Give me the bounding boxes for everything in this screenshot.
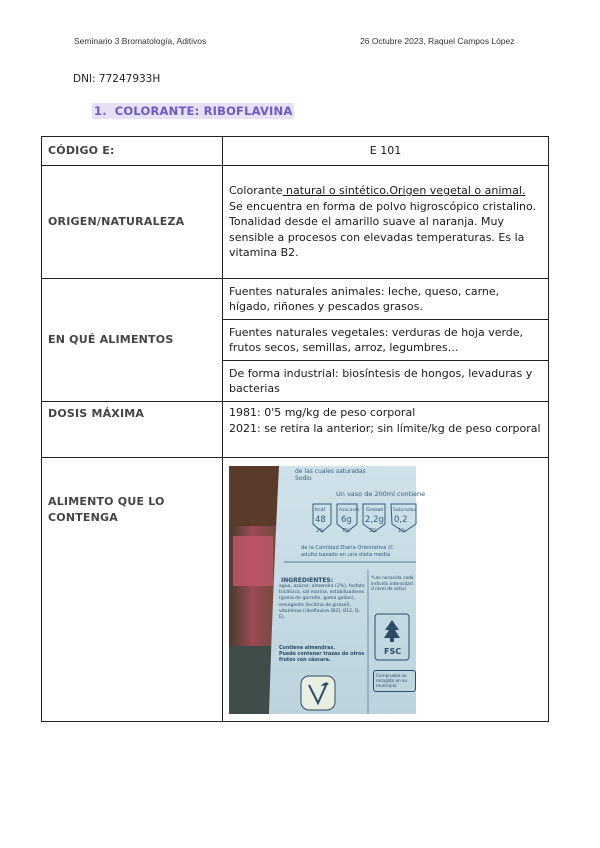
dose-2021: 2021: se retira la anterior; sin límite/kg de peso corporal xyxy=(229,421,541,435)
dose-cell xyxy=(223,402,549,458)
row-origin xyxy=(42,166,549,279)
dni-line: DNI: 77247933H xyxy=(73,73,161,85)
header-left: Seminario 3 Bromatología, Aditivos xyxy=(74,36,207,46)
vegan-logo-icon xyxy=(301,676,335,710)
photo-cdo-1: de la Cantidad Diaria Orientativa (C xyxy=(301,544,394,551)
foods-vegetal: Fuentes naturales vegetales: verduras de hoja verde, frutos secos, semillas, arroz, legumbres… xyxy=(223,320,549,361)
foods-animal: Fuentes naturales animales: leche, queso, carne, hígado, riñones y pescados grasos. xyxy=(223,279,549,320)
photo-side-note: *Las necesida cada individu intensidad d nivel de activi xyxy=(371,575,414,592)
additive-table xyxy=(41,136,549,722)
foods-label: EN QUÉ ALIMENTOS xyxy=(42,279,223,402)
origin-underlined: natural o sintético.Origen vegetal o animal. xyxy=(282,184,526,198)
photo-allergy-1: Contiene almendras. xyxy=(279,645,336,651)
n3-pct: 1% xyxy=(398,527,406,534)
origin-cell xyxy=(223,166,549,279)
origin-prefix: Colorante xyxy=(229,184,283,198)
origin-label: ORIGEN/NATURALEZA xyxy=(42,166,223,279)
row-food-example xyxy=(42,458,549,722)
photo-ingredients-text: agua, azúcar, almendra (2%), fosfato tricálcico, sal marina, estabilizadores (goma de garrofín, goma gellan), emulgente (lecitina de girasol), vitaminas (riboflavina [B2], B12, D, E). xyxy=(279,583,365,620)
photo-portion: Un vaso de 200ml contiene xyxy=(336,489,426,498)
product-photo-svg xyxy=(229,466,426,714)
fsc-label: FSC xyxy=(384,646,402,656)
n1-name: Azúcares xyxy=(339,507,360,513)
n0-name: kcal xyxy=(315,506,326,513)
n2-name: Grasas xyxy=(366,506,384,513)
code-label: CÓDIGO E: xyxy=(42,137,223,166)
n0-pct: 2% xyxy=(316,527,324,534)
section-title-text: COLORANTE: RIBOFLAVINA xyxy=(114,104,293,118)
origin-text: Se encuentra en forma de polvo higroscópico cristalino. Tonalidad desde el amarillo suave al naranja. Muy sensible a procesos con elevadas temperaturas. Es la vitamina B2. xyxy=(229,199,537,260)
header-right: 26 Octubre 2023, Raquel Campos López xyxy=(360,36,515,46)
n2-value: 2,2g xyxy=(365,514,384,525)
code-value: E 101 xyxy=(223,137,549,166)
dose-1981: 1981: 0'5 mg/kg de peso corporal xyxy=(229,406,416,419)
photo-allergy-2: Puede contener trazas de otros frutos con cáscara. xyxy=(279,651,365,663)
photo-top-line: de las cuales saturadas xyxy=(295,467,366,475)
row-dose xyxy=(42,402,549,458)
photo-ingredients-title: INGREDIENTES: xyxy=(281,576,334,584)
n1-pct: 7% xyxy=(342,527,350,534)
photo-cdo-2: adulto basado en una dieta media xyxy=(301,551,391,558)
photo-cell xyxy=(223,458,549,722)
dose-label: DOSIS MÁXIMA xyxy=(42,402,223,458)
n3-value: 0,2 xyxy=(394,514,408,525)
row-foods-animal xyxy=(42,279,549,320)
section-number: 1. xyxy=(94,104,107,118)
photo-bottom-note: Compruebe su recogida en su municipio xyxy=(373,670,416,692)
section-title xyxy=(92,103,294,119)
n1-value: 6g xyxy=(341,514,352,525)
n3-name: Saturadas xyxy=(393,507,416,513)
n2-pct: 3% xyxy=(369,527,377,534)
n0-value: 48 xyxy=(315,514,326,525)
food-label: ALIMENTO QUE LO CONTENGA xyxy=(42,458,223,722)
foods-industrial: De forma industrial: biosíntesis de hongos, levaduras y bacterias xyxy=(223,361,549,402)
photo-sodio: Sodio xyxy=(295,474,312,482)
product-photo xyxy=(229,466,426,714)
row-code xyxy=(42,137,549,166)
